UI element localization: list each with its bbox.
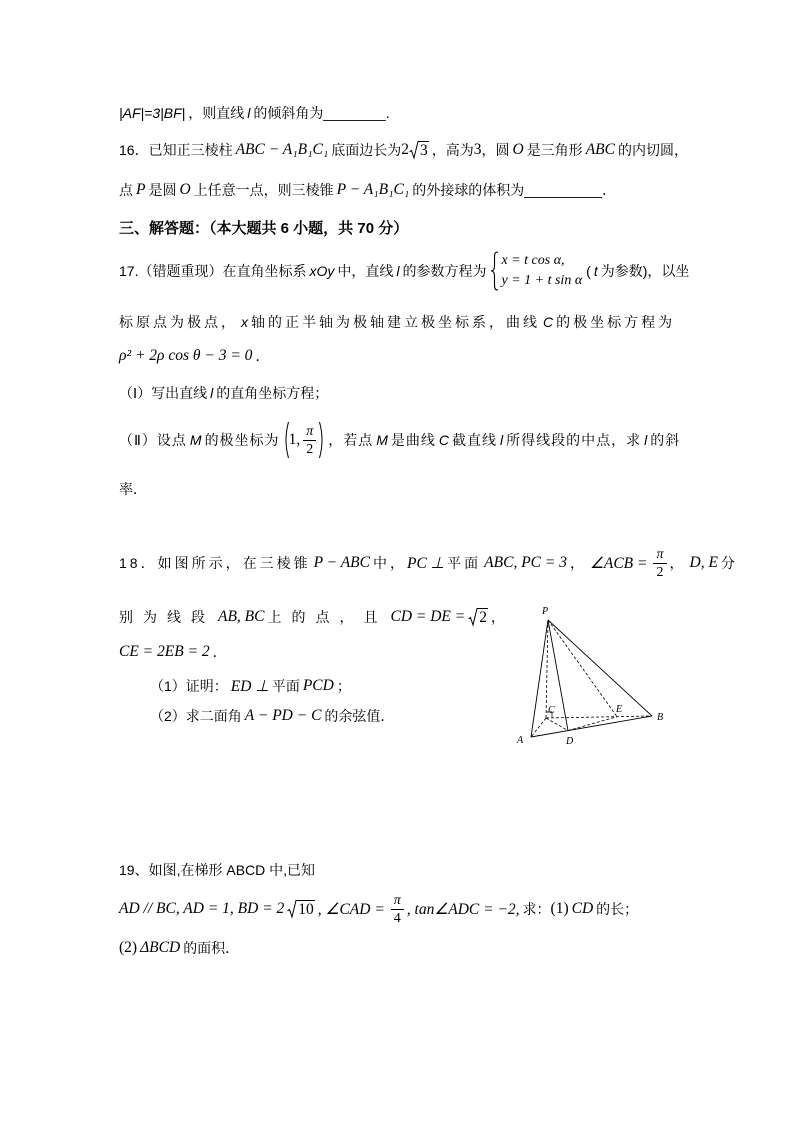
part-2-text-5: 所得线段的中点，求 bbox=[506, 432, 642, 448]
q17-text-1: （错题重现）在直角坐标系 bbox=[138, 263, 307, 279]
q18-text-6: 分 bbox=[720, 555, 738, 571]
q18-text-3: 平面 bbox=[447, 555, 482, 571]
q19-line-2 bbox=[119, 887, 638, 931]
part-2-number: (2) bbox=[119, 939, 138, 956]
section-heading bbox=[119, 215, 408, 239]
q15-text-1: ，则直线 bbox=[188, 105, 245, 121]
part-1-text: 的长； bbox=[596, 901, 639, 917]
edge-pa bbox=[531, 620, 548, 737]
q17-part-1 bbox=[119, 381, 328, 405]
label-b: B bbox=[657, 712, 664, 723]
edge-cd bbox=[546, 718, 568, 731]
part-2-text-6: 的斜 bbox=[650, 432, 681, 448]
fraction-denominator: 2 bbox=[306, 441, 314, 457]
label-c: C bbox=[548, 705, 555, 716]
q17-line-2 bbox=[119, 310, 675, 334]
part-2-text-2: ，若点 bbox=[328, 432, 374, 448]
edge-ab bbox=[531, 716, 652, 737]
q15-tail-line bbox=[119, 101, 390, 125]
equation-y: y = 1 + t sin α bbox=[501, 273, 583, 288]
answer-blank: __________ bbox=[524, 182, 603, 198]
q18-text-5: ， bbox=[669, 555, 687, 571]
sqrt-expression bbox=[409, 141, 429, 160]
q16-line-1 bbox=[119, 138, 688, 162]
question-number: 18． bbox=[119, 555, 158, 571]
q17-part-2-cont bbox=[119, 477, 147, 501]
parametric-equations bbox=[490, 251, 582, 291]
triangle-bcd: ΔBCD bbox=[140, 939, 181, 956]
q19-line-3 bbox=[119, 936, 239, 960]
point-name: P bbox=[136, 181, 146, 198]
fraction-denominator: 2 bbox=[656, 564, 664, 580]
triangle-name: ABC bbox=[585, 141, 615, 158]
q18-text-10: ． bbox=[212, 644, 227, 660]
polar-coordinate bbox=[283, 421, 326, 459]
q17-text-2: 中，直线 bbox=[337, 263, 394, 279]
right-paren-icon bbox=[319, 421, 325, 459]
line-variable: l bbox=[396, 263, 400, 279]
given-conditions-3: , tan∠ADC = −2, bbox=[406, 900, 520, 918]
segment-cd: CD bbox=[571, 900, 594, 917]
q17-text-3: 的参数方程为 bbox=[402, 263, 487, 279]
part-2-text-3: 是曲线 bbox=[390, 432, 436, 448]
q17-text-4: 为参数)，以坐 bbox=[600, 263, 690, 279]
given-conditions-2: , ∠CAD = bbox=[317, 900, 385, 918]
q18-part-1 bbox=[150, 674, 351, 698]
radical-sign-icon bbox=[287, 900, 297, 919]
q18-text-1: 如图所示，在三棱锥 bbox=[157, 555, 311, 571]
fraction-numerator: π bbox=[391, 892, 404, 910]
param-open-paren: ( bbox=[586, 263, 591, 279]
circle-name-2: O bbox=[179, 181, 191, 198]
q16-text-1: 已知正三棱柱 bbox=[148, 142, 233, 158]
part-1-label: （Ⅰ）写出直线 bbox=[119, 385, 208, 401]
line-variable: l bbox=[210, 385, 214, 401]
q17-text-7: 的极坐标方程为 bbox=[556, 314, 676, 330]
edge-pb bbox=[548, 620, 652, 716]
q19-line-1 bbox=[119, 858, 315, 882]
q19-ask: 求： bbox=[522, 901, 551, 917]
polar-equation-end: ． bbox=[255, 348, 270, 364]
part-2-text-4: 截直线 bbox=[452, 432, 497, 448]
q15-text-2: 的倾斜角为 bbox=[253, 105, 324, 121]
answer-blank: ________ bbox=[323, 105, 386, 121]
q17-line-3 bbox=[119, 344, 269, 368]
curve-name: C bbox=[438, 432, 449, 448]
axis-variable: x bbox=[241, 314, 248, 330]
q18-text-9: ， bbox=[491, 609, 505, 625]
fraction-numerator: π bbox=[303, 423, 316, 441]
fraction-pi-over-4 bbox=[391, 892, 404, 927]
plane-and-height: ABC, PC = 3 bbox=[484, 554, 567, 571]
plane-name: PCD bbox=[302, 677, 334, 694]
q18-text-8: 上的点，且 bbox=[267, 609, 388, 625]
q17-text-6: 轴的正半轴为极轴建立极坐标系，曲线 bbox=[251, 314, 540, 330]
bd-radicand: 10 bbox=[298, 900, 314, 918]
part-2-text-7: 率． bbox=[119, 481, 147, 497]
segments: AB, BC bbox=[218, 608, 265, 625]
points-d-e: D, E bbox=[689, 554, 718, 571]
circle-name: O bbox=[512, 141, 524, 158]
fraction-pi-over-2 bbox=[653, 546, 666, 581]
q16-text-6: 的内切圆， bbox=[617, 142, 688, 158]
label-e: E bbox=[616, 704, 623, 715]
sqrt-expression bbox=[287, 900, 315, 919]
q18-text-2: 中， bbox=[372, 555, 407, 571]
line-variable: l bbox=[247, 105, 251, 121]
tetrahedron-figure bbox=[510, 598, 680, 750]
equation-x: x = t cos α, bbox=[501, 253, 565, 268]
question-number: 16． bbox=[119, 142, 149, 158]
prism-name: ABC − A₁B₁C₁ bbox=[235, 141, 329, 158]
coordinate-system: xOy bbox=[309, 263, 335, 279]
q16-text-8: 是圆 bbox=[148, 182, 177, 198]
sqrt-expression bbox=[468, 608, 488, 627]
q18-line-2 bbox=[119, 605, 505, 629]
q17-text-5: 标原点为极点， bbox=[119, 314, 238, 330]
polar-r: 1, bbox=[288, 431, 301, 448]
polar-equation: ρ² + 2ρ cos θ − 3 = 0 bbox=[119, 347, 253, 364]
question-number: 17. bbox=[119, 263, 139, 279]
part-2-text: 的面积． bbox=[183, 940, 240, 956]
q16-text-10: 的外接球的体积为 bbox=[412, 182, 525, 198]
focal-condition: |AF|=3|BF| bbox=[119, 105, 186, 121]
radical-sign-icon bbox=[468, 608, 478, 627]
q16-line-2 bbox=[119, 178, 616, 202]
part-1-number: (1) bbox=[550, 900, 569, 917]
prism-height: 3 bbox=[473, 141, 482, 158]
parameter-variable: t bbox=[593, 263, 598, 279]
dihedral-angle: A − PD − C bbox=[244, 707, 322, 724]
line-variable: l bbox=[500, 432, 504, 448]
q16-text-4: ，圆 bbox=[481, 142, 510, 158]
given-conditions-1: AD // BC, AD = 1, BD = 2 bbox=[119, 900, 285, 917]
edge-pe bbox=[548, 620, 617, 717]
pyramid-name: P − ABC bbox=[313, 554, 370, 571]
label-a: A bbox=[517, 735, 524, 746]
equation-rows bbox=[501, 251, 582, 291]
q16-text-2: 底面边长为 bbox=[331, 142, 402, 158]
q15-end: . bbox=[385, 105, 390, 121]
pyramid-name: P − A₁B₁C₁ bbox=[336, 181, 410, 198]
part-1-label: （1）证明： bbox=[150, 678, 228, 694]
fraction-pi-over-2 bbox=[303, 423, 316, 458]
edge-cb bbox=[546, 716, 652, 718]
length-radicand: 2 bbox=[479, 608, 487, 626]
q16-text-5: 是三角形 bbox=[526, 142, 583, 158]
part-2-text-1: 的极坐标为 bbox=[204, 432, 280, 448]
side-radicand: 3 bbox=[419, 141, 428, 159]
part-2-label: （2）求二面角 bbox=[150, 708, 242, 724]
q16-text-3: ，高为 bbox=[431, 142, 474, 158]
q18-part-2 bbox=[150, 704, 394, 728]
line-variable-2: l bbox=[644, 432, 648, 448]
q16-end: ． bbox=[602, 182, 617, 198]
label-d: D bbox=[566, 736, 574, 747]
curve-name: C bbox=[543, 314, 554, 330]
q18-line-1 bbox=[119, 541, 738, 585]
q18-line-3 bbox=[119, 640, 227, 664]
part-1-text-1: 平面 bbox=[271, 678, 300, 694]
section-title: 三、解答题：（本大题共 6 小题，共 70 分） bbox=[119, 219, 409, 237]
point-name: M bbox=[189, 432, 202, 448]
label-p: P bbox=[542, 606, 549, 617]
equal-lengths: CD = DE = bbox=[390, 608, 466, 625]
ce-eb-relation: CE = 2EB = 2 bbox=[119, 643, 210, 660]
fraction-denominator: 4 bbox=[393, 910, 401, 926]
angle-statement: ∠ACB = bbox=[589, 554, 648, 572]
q18-text-7: 别为线段 bbox=[119, 609, 215, 625]
part-1-text: 的直角坐标方程； bbox=[216, 385, 329, 401]
q18-text-4: ， bbox=[569, 555, 587, 571]
part-2-text: 的余弦值． bbox=[324, 708, 395, 724]
q16-text-9: 上任意一点，则三棱锥 bbox=[193, 182, 334, 198]
side-coefficient: 2 bbox=[401, 141, 409, 158]
q17-part-2 bbox=[119, 418, 680, 462]
radical-sign-icon bbox=[409, 141, 419, 160]
q17-line-1 bbox=[119, 249, 689, 293]
perpendicular-statement: ED ⊥ bbox=[230, 677, 269, 695]
fraction-numerator: π bbox=[653, 546, 666, 564]
part-2-label: （Ⅱ）设点 bbox=[119, 432, 187, 448]
point-name-2: M bbox=[376, 432, 388, 448]
q19-intro: 19、如图,在梯形 ABCD 中,已知 bbox=[119, 862, 316, 878]
left-brace-icon bbox=[490, 251, 499, 291]
perpendicular-statement: PC ⊥ bbox=[406, 554, 445, 572]
part-1-text-2: ； bbox=[336, 678, 351, 694]
q16-text-7: 点 bbox=[119, 182, 133, 198]
